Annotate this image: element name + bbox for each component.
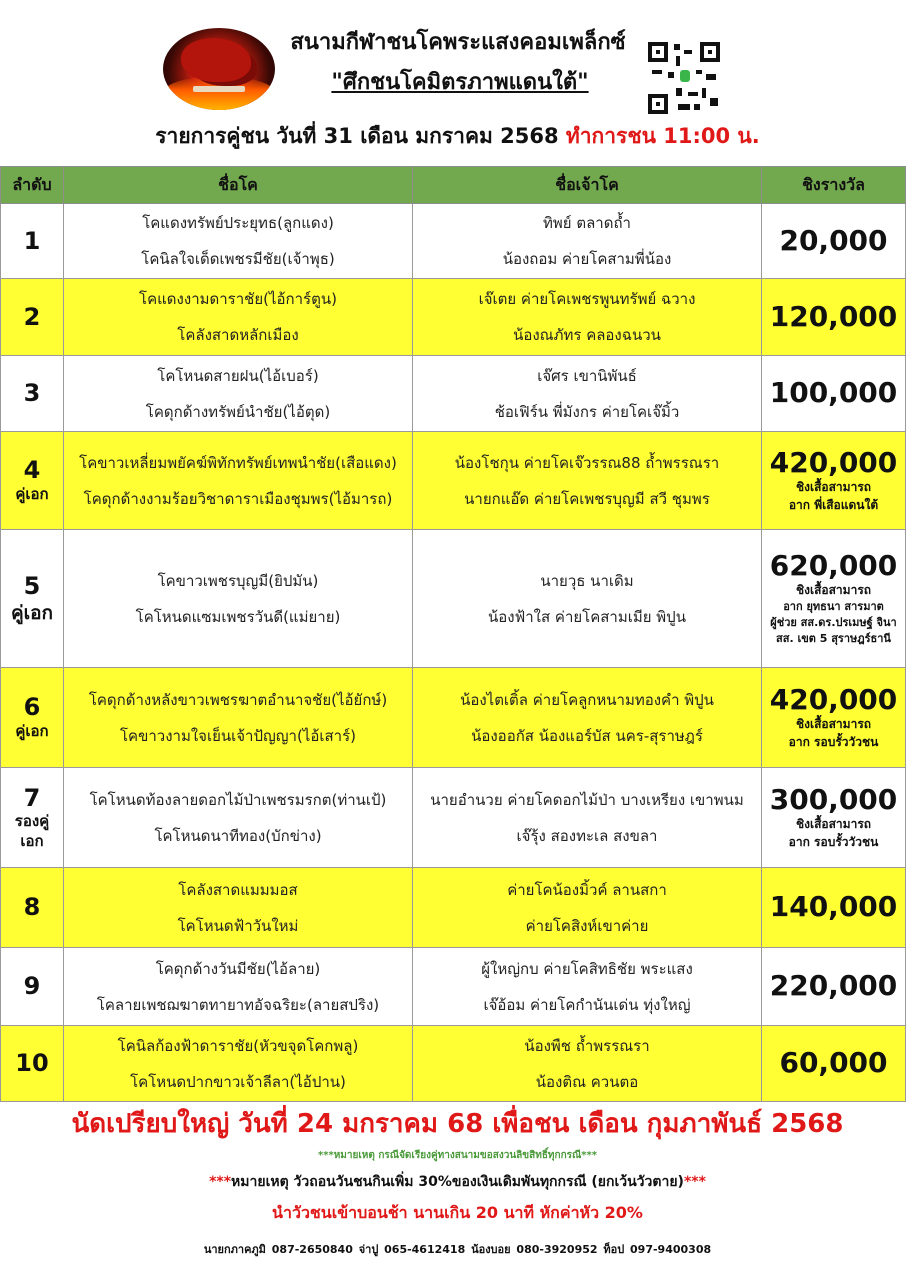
prize-note: อาก รอบรั้ววัวชน xyxy=(788,834,879,849)
program-date: รายการคู่ชน วันที่ 31 เดือน มกราคม 2568 xyxy=(155,124,559,148)
prize-note: อาก ยุทธนา สารมาต xyxy=(783,600,884,614)
bull-name: โคโหนดแซมเพชรวันดี(แม่ยาย) xyxy=(135,607,341,626)
note-text: หมายเหตุ วัวถอนวันชนกินเพิ่ม 30%ของเงินเดิมพันทุกกรณี (ยกเว้นวัวตาย) xyxy=(231,1174,684,1190)
col-header-prize: ชิงรางวัล xyxy=(762,167,906,204)
bull-name: โคโหนดฟ้าวันใหม่ xyxy=(177,916,299,935)
row-number: 1 xyxy=(1,204,64,279)
owner-name: น้องไตเติ้ล ค่ายโคลูกหนามทองคำ พิปูน xyxy=(460,690,714,709)
col-header-owner: ชื่อเจ้าโค xyxy=(413,167,762,204)
prize-cell xyxy=(762,668,906,768)
table-row xyxy=(1,1026,906,1102)
bull-name: โคนิลก้องฟ้าดาราชัย(หัวขจุดโคกพลู) xyxy=(117,1036,359,1055)
prize-note: อาก พี่เสือแดนใต้ xyxy=(788,497,879,512)
owner-names xyxy=(413,1026,762,1102)
prize-note: สส. เขต 5 สุราษฎร์ธานี xyxy=(776,632,891,646)
prize-amount: 100,000 xyxy=(769,376,898,410)
row-number: 2 xyxy=(1,279,64,356)
owner-name: ทิพย์ ตลาดถ้ำ xyxy=(543,214,631,232)
prize-cell xyxy=(762,868,906,948)
bull-names xyxy=(64,432,413,530)
bull-name: โคแดงงามดาราชัย(ไอ้การ์ตูน) xyxy=(139,290,337,308)
prize-cell xyxy=(762,1026,906,1102)
owner-names xyxy=(413,530,762,668)
prize-cell xyxy=(762,204,906,279)
table-row xyxy=(1,279,906,356)
owner-name: เจ๊ศร เขานิพันธ์ xyxy=(537,366,637,385)
row-number: 3 xyxy=(1,356,64,432)
owner-name: เจ๊รุ้ง สองทะเล สงขลา xyxy=(516,826,658,845)
prize-amount: 620,000 xyxy=(769,548,898,582)
table-row xyxy=(1,868,906,948)
bull-names xyxy=(64,868,413,948)
col-header-bull: ชื่อโค xyxy=(64,167,413,204)
match-tag: รองคู่เอก xyxy=(14,812,50,850)
bull-names xyxy=(64,356,413,432)
prize-note: ผู้ช่วย สส.ดร.ปรเมษฐ์ จินา xyxy=(770,616,897,630)
start-time: ทำการชน 11:00 น. xyxy=(565,124,760,148)
bull-name: โคดุกด้างทรัพย์นำชัย(ไอ้ตุด) xyxy=(145,402,331,421)
prize-note: ชิงเสื้อสามารถ xyxy=(795,480,872,495)
venue-title: สนามกีฬาชนโคพระแสงคอมเพล็กซ์ xyxy=(290,30,626,55)
prize-amount: 420,000 xyxy=(769,446,898,480)
bull-name: โคขาวงามใจเย็นเจ้าปัญญา(ไอ้เสาร์) xyxy=(120,726,356,745)
prize-cell xyxy=(762,768,906,868)
table-row xyxy=(1,768,906,868)
owner-names xyxy=(413,668,762,768)
logo-banner xyxy=(193,86,245,92)
bull-name: โคโหนดสายฝน(ไอ้เบอร์) xyxy=(157,366,319,385)
bull-name: โคขาวเพชรบุญมี(ยิปมัน) xyxy=(157,571,319,590)
prize-cell xyxy=(762,356,906,432)
match-tag: คู่เอก xyxy=(15,485,49,504)
prize-cell xyxy=(762,948,906,1026)
bull-name: โคดุกด้างหลังขาวเพชรฆาตอำนาจชัย(ไอ้ยักษ์) xyxy=(88,690,388,709)
owner-name: นายวุธ นาเดิม xyxy=(540,571,634,590)
table-header-row xyxy=(1,167,906,204)
owner-names xyxy=(413,356,762,432)
bull-names xyxy=(64,768,413,868)
row-number: 6 คู่เอก xyxy=(1,668,64,768)
prize-note: ชิงเสื้อสามารถ xyxy=(795,717,872,732)
table-row xyxy=(1,204,906,279)
row-number: 7 รองคู่เอก xyxy=(1,768,64,868)
bull-name: โคดุกด้างงามร้อยวิชาดาราเมืองชุมพร(ไอ้มารถ) xyxy=(83,489,393,508)
bull-name: โคลังสาดหลักเมือง xyxy=(177,326,299,344)
row-number: 8 xyxy=(1,868,64,948)
event-title: "ศึกชนโคมิตรภาพแดนใต้" xyxy=(331,70,589,95)
table-row xyxy=(1,668,906,768)
table-row xyxy=(1,432,906,530)
table-row xyxy=(1,948,906,1026)
program-heading xyxy=(0,120,915,153)
bull-names xyxy=(64,668,413,768)
owner-names xyxy=(413,948,762,1026)
owner-name: น้องออกัส น้องแอร์บัส นคร-สุราษฎร์ xyxy=(471,726,703,745)
contact-numbers: นายกภาคภูมิ 087-2650840 จ่าปู 065-4612418 น้องบอย 080-3920952 ท็อป 097-9400308 xyxy=(203,1243,712,1256)
owner-names xyxy=(413,204,762,279)
row-number: 9 xyxy=(1,948,64,1026)
owner-name: น้องถอม ค่ายโคสามพี่น้อง xyxy=(502,250,672,268)
bull-name: โคโหนดนาทีทอง(บักข่าง) xyxy=(154,826,322,845)
bull-name: โคดุกด้างวันมีชัย(ไอ้ลาย) xyxy=(155,959,321,978)
withdraw-note xyxy=(0,1171,915,1193)
owner-names xyxy=(413,768,762,868)
qr-code-icon xyxy=(648,42,720,114)
row-number: 5 คู่เอก xyxy=(1,530,64,668)
prize-note: อาก รอบรั้ววัวชน xyxy=(788,734,879,749)
bull-icon xyxy=(181,38,251,82)
bull-names xyxy=(64,530,413,668)
prize-amount: 20,000 xyxy=(779,223,888,257)
owner-name: น้องโชกุน ค่ายโคเจ๊วรรณ88 ถ้ำพรรณรา xyxy=(454,453,720,472)
row-number: 10 xyxy=(1,1026,64,1102)
owner-name: ค่ายโคสิงห์เขาค่าย xyxy=(525,916,649,935)
bull-name: โคแดงทรัพย์ประยุทธ(ลูกแดง) xyxy=(142,214,334,232)
owner-name: น้องณภัทร คลองฉนวน xyxy=(513,326,661,344)
bull-names xyxy=(64,204,413,279)
prize-amount: 300,000 xyxy=(769,783,898,817)
note-suffix: *** xyxy=(683,1174,706,1190)
footer xyxy=(0,1103,915,1258)
owner-name: น้องติณ ควนตอ xyxy=(535,1072,639,1091)
owner-name: ช้อเฟิร์น พี่มังกร ค่ายโคเจ๊มิ้ว xyxy=(494,402,680,421)
prize-amount: 120,000 xyxy=(769,299,898,333)
owner-name: น้องพืช ถ้ำพรรณรา xyxy=(524,1036,650,1055)
prize-amount: 420,000 xyxy=(769,683,898,717)
prize-note: ชิงเสื้อสามารถ xyxy=(795,817,872,832)
owner-name: ผู้ใหญ่กบ ค่ายโคสิทธิชัย พระแสง xyxy=(481,959,693,978)
note-prefix: *** xyxy=(209,1174,232,1190)
bull-names xyxy=(64,279,413,356)
table-row xyxy=(1,530,906,668)
owner-names xyxy=(413,279,762,356)
next-event-announcement: นัดเปรียบใหญ่ วันที่ 24 มกราคม 68 เพื่อชน เดือน กุมภาพันธ์ 2568 xyxy=(71,1109,844,1139)
owner-name: น้องฟ้าใส ค่ายโคสามเมีย พิปูน xyxy=(488,607,686,626)
owner-name: ค่ายโคน้องมิ้วค์ ลานสกา xyxy=(507,880,667,899)
late-penalty-note: นำวัวชนเข้าบอนช้า นานเกิน 20 นาที หักค่าหัว 20% xyxy=(272,1203,643,1222)
bull-name: โคลายเพชฌฆาตทายาทอัจฉริยะ(ลายสปริง) xyxy=(96,995,380,1014)
match-tag: คู่เอก xyxy=(10,601,54,624)
prize-cell xyxy=(762,279,906,356)
prize-amount: 220,000 xyxy=(769,969,898,1003)
fight-table xyxy=(0,166,906,1102)
copyright-note: ***หมายเหตุ กรณีจัดเรียงคู่ทางสนามขอสงวนลิขสิทธิ์ทุกกรณี*** xyxy=(318,1150,597,1161)
bull-name: โคนิลใจเด็ดเพชรมีชัย(เจ้าพุธ) xyxy=(141,250,335,268)
bull-name: โคขาวเหลี่ยมพยัคฆ์พิทักทรัพย์เทพนำชัย(เสือแดง) xyxy=(79,453,397,472)
table-row xyxy=(1,356,906,432)
bull-name: โคลังสาดแมมมอส xyxy=(178,880,298,899)
match-tag: คู่เอก xyxy=(15,722,49,741)
prize-cell xyxy=(762,530,906,668)
owner-name: นายอำนวย ค่ายโคดอกไม้ป่า บางเหรียง เขาพนม xyxy=(430,790,744,809)
bull-name: โคโหนดปากขาวเจ้าลีลา(ไอ้ปาน) xyxy=(130,1072,346,1091)
owner-name: เจ๊เตย ค่ายโคเพชรพูนทรัพย์ ฉวาง xyxy=(478,290,696,308)
prize-amount: 60,000 xyxy=(779,1046,888,1080)
owner-name: นายกแอ๊ด ค่ายโคเพชรบุญมี สวี ชุมพร xyxy=(464,489,710,508)
bull-names xyxy=(64,948,413,1026)
col-header-order: ลำดับ xyxy=(1,167,64,204)
bull-names xyxy=(64,1026,413,1102)
row-number: 4 คู่เอก xyxy=(1,432,64,530)
owner-name: เจ๊อ้อม ค่ายโคกำนันเด่น ทุ่งใหญ่ xyxy=(483,995,691,1014)
bull-logo xyxy=(163,28,275,110)
bull-name: โคโหนดท้องลายดอกไม้ป่าเพชรมรกต(ท่านเป้) xyxy=(89,790,387,809)
owner-names xyxy=(413,868,762,948)
prize-note: ชิงเสื้อสามารถ xyxy=(795,582,872,597)
header xyxy=(0,0,915,165)
prize-cell xyxy=(762,432,906,530)
prize-amount: 140,000 xyxy=(769,890,898,924)
owner-names xyxy=(413,432,762,530)
